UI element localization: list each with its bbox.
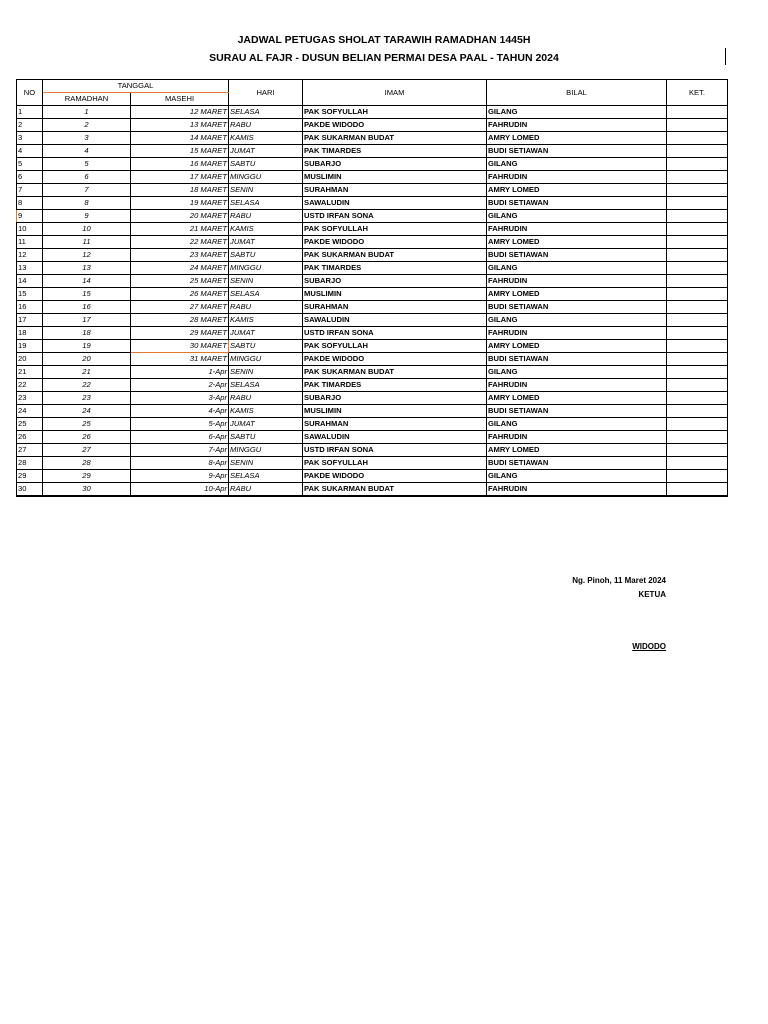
cell-bilal: AMRY LOMED: [487, 340, 667, 353]
cell-bilal: BUDI SETIAWAN: [487, 405, 667, 418]
cell-bilal: GILANG: [487, 366, 667, 379]
cell-no: 18: [17, 327, 43, 340]
cell-imam: PAK SUKARMAN BUDAT: [303, 132, 487, 145]
cell-bilal: GILANG: [487, 418, 667, 431]
cell-ket: [667, 249, 728, 262]
cell-no: 9: [17, 210, 43, 223]
cell-hari: MINGGU: [229, 262, 303, 275]
header-bilal: BILAL: [487, 80, 667, 106]
cell-masehi: 24 MARET: [131, 262, 229, 275]
cell-ramadhan: 13: [43, 262, 131, 275]
cell-masehi: 16 MARET: [131, 158, 229, 171]
table-row: [17, 301, 728, 314]
header-imam: IMAM: [303, 80, 487, 106]
cell-hari: MINGGU: [229, 353, 303, 366]
cell-ket: [667, 392, 728, 405]
cell-no: 27: [17, 444, 43, 457]
cell-hari: RABU: [229, 392, 303, 405]
cell-masehi: 9-Apr: [131, 470, 229, 483]
table-row: [17, 210, 728, 223]
cell-ramadhan: 5: [43, 158, 131, 171]
cell-hari: JUMAT: [229, 236, 303, 249]
cell-bilal: FAHRUDIN: [487, 171, 667, 184]
document-title: JADWAL PETUGAS SHOLAT TARAWIH RAMADHAN 1445H: [237, 34, 531, 46]
table-row: [17, 236, 728, 249]
cell-ramadhan: 28: [43, 457, 131, 470]
cell-no: 5: [17, 158, 43, 171]
cell-imam: PAK SUKARMAN BUDAT: [303, 249, 487, 262]
cell-hari: SENIN: [229, 275, 303, 288]
cell-bilal: FAHRUDIN: [487, 327, 667, 340]
schedule-rows: [17, 106, 728, 497]
cell-no: 12: [17, 249, 43, 262]
cell-imam: PAK SUKARMAN BUDAT: [303, 366, 487, 379]
cell-ket: [667, 262, 728, 275]
cell-no: 11: [17, 236, 43, 249]
cell-masehi: 18 MARET: [131, 184, 229, 197]
cell-imam: PAK TIMARDES: [303, 145, 487, 158]
cell-ramadhan: 16: [43, 301, 131, 314]
table-row: [17, 171, 728, 184]
table-row: [17, 314, 728, 327]
cell-masehi: 15 MARET: [131, 145, 229, 158]
cell-imam: SUBARJO: [303, 158, 487, 171]
cell-no: 4: [17, 145, 43, 158]
cell-hari: SELASA: [229, 106, 303, 119]
table-row: [17, 158, 728, 171]
cell-no: 20: [17, 353, 43, 366]
cell-imam: PAK SUKARMAN BUDAT: [303, 483, 487, 497]
cell-ket: [667, 301, 728, 314]
cell-bilal: GILANG: [487, 470, 667, 483]
cell-bilal: FAHRUDIN: [487, 379, 667, 392]
cell-masehi: 13 MARET: [131, 119, 229, 132]
cell-masehi: 7-Apr: [131, 444, 229, 457]
cell-imam: PAK TIMARDES: [303, 262, 487, 275]
cell-ramadhan: 20: [43, 353, 131, 366]
cell-bilal: BUDI SETIAWAN: [487, 301, 667, 314]
table-row: [17, 288, 728, 301]
cell-ramadhan: 24: [43, 405, 131, 418]
cell-ramadhan: 8: [43, 197, 131, 210]
cell-ramadhan: 29: [43, 470, 131, 483]
cell-hari: SENIN: [229, 366, 303, 379]
cell-bilal: GILANG: [487, 158, 667, 171]
cell-ket: [667, 340, 728, 353]
cell-masehi: 17 MARET: [131, 171, 229, 184]
table-row: [17, 392, 728, 405]
cell-no: 16: [17, 301, 43, 314]
cell-ket: [667, 275, 728, 288]
cell-bilal: BUDI SETIAWAN: [487, 197, 667, 210]
signature-name: WIDODO: [632, 642, 666, 651]
table-row: [17, 223, 728, 236]
cell-bilal: FAHRUDIN: [487, 431, 667, 444]
cell-no: 21: [17, 366, 43, 379]
cell-no: 7: [17, 184, 43, 197]
table-row: [17, 470, 728, 483]
cell-imam: PAK SOFYULLAH: [303, 106, 487, 119]
cell-ramadhan: 25: [43, 418, 131, 431]
table-row: [17, 483, 728, 497]
cell-ramadhan: 21: [43, 366, 131, 379]
cell-no: 22: [17, 379, 43, 392]
cell-ramadhan: 12: [43, 249, 131, 262]
cell-imam: PAK SOFYULLAH: [303, 340, 487, 353]
cell-ramadhan: 15: [43, 288, 131, 301]
cell-ket: [667, 223, 728, 236]
cell-masehi: 29 MARET: [131, 327, 229, 340]
cell-ket: [667, 366, 728, 379]
cell-ket: [667, 483, 728, 497]
text-cursor: [725, 48, 726, 65]
cell-ramadhan: 23: [43, 392, 131, 405]
cell-imam: PAKDE WIDODO: [303, 236, 487, 249]
cell-ramadhan: 3: [43, 132, 131, 145]
cell-ket: [667, 119, 728, 132]
cell-ket: [667, 379, 728, 392]
cell-imam: PAKDE WIDODO: [303, 119, 487, 132]
cell-masehi: 25 MARET: [131, 275, 229, 288]
table-row: [17, 366, 728, 379]
cell-no: 2: [17, 119, 43, 132]
cell-hari: SABTU: [229, 158, 303, 171]
cell-imam: SAWALUDIN: [303, 431, 487, 444]
cell-hari: MINGGU: [229, 171, 303, 184]
cell-ket: [667, 158, 728, 171]
cell-bilal: AMRY LOMED: [487, 288, 667, 301]
cell-ket: [667, 327, 728, 340]
signature-role: KETUA: [638, 590, 666, 599]
cell-ramadhan: 17: [43, 314, 131, 327]
cell-bilal: BUDI SETIAWAN: [487, 145, 667, 158]
cell-no: 26: [17, 431, 43, 444]
cell-hari: RABU: [229, 210, 303, 223]
cell-masehi: 6-Apr: [131, 431, 229, 444]
cell-bilal: GILANG: [487, 314, 667, 327]
cell-ramadhan: 7: [43, 184, 131, 197]
cell-no: 24: [17, 405, 43, 418]
cell-hari: SABTU: [229, 431, 303, 444]
table-row: [17, 418, 728, 431]
table-row: [17, 431, 728, 444]
header-ramadhan: RAMADHAN: [43, 93, 131, 106]
cell-imam: USTD IRFAN SONA: [303, 444, 487, 457]
cell-masehi: 27 MARET: [131, 301, 229, 314]
cell-hari: KAMIS: [229, 314, 303, 327]
cell-bilal: FAHRUDIN: [487, 275, 667, 288]
cell-no: 8: [17, 197, 43, 210]
cell-hari: SABTU: [229, 249, 303, 262]
cell-masehi: 31 MARET: [131, 353, 229, 366]
cell-no: 15: [17, 288, 43, 301]
table-row: [17, 457, 728, 470]
cell-ket: [667, 470, 728, 483]
cell-no: 17: [17, 314, 43, 327]
cell-bilal: AMRY LOMED: [487, 184, 667, 197]
cell-imam: PAKDE WIDODO: [303, 353, 487, 366]
cell-masehi: 1-Apr: [131, 366, 229, 379]
header-tanggal: TANGGAL: [43, 80, 229, 93]
cell-masehi: 23 MARET: [131, 249, 229, 262]
cell-imam: SURAHMAN: [303, 301, 487, 314]
cell-bilal: BUDI SETIAWAN: [487, 353, 667, 366]
cell-ramadhan: 26: [43, 431, 131, 444]
table-row: [17, 275, 728, 288]
cell-bilal: FAHRUDIN: [487, 483, 667, 497]
cell-imam: USTD IRFAN SONA: [303, 210, 487, 223]
cell-imam: MUSLIMIN: [303, 288, 487, 301]
cell-ket: [667, 210, 728, 223]
cell-ramadhan: 4: [43, 145, 131, 158]
cell-masehi: 2-Apr: [131, 379, 229, 392]
cell-imam: PAK SOFYULLAH: [303, 457, 487, 470]
cell-ket: [667, 236, 728, 249]
cell-hari: RABU: [229, 119, 303, 132]
cell-ramadhan: 14: [43, 275, 131, 288]
cell-ket: [667, 431, 728, 444]
cell-ket: [667, 288, 728, 301]
cell-no: 14: [17, 275, 43, 288]
cell-bilal: FAHRUDIN: [487, 223, 667, 236]
cell-hari: KAMIS: [229, 132, 303, 145]
table-row: [17, 184, 728, 197]
cell-ket: [667, 353, 728, 366]
cell-bilal: FAHRUDIN: [487, 119, 667, 132]
cell-hari: JUMAT: [229, 145, 303, 158]
cell-masehi: 8-Apr: [131, 457, 229, 470]
cell-bilal: AMRY LOMED: [487, 236, 667, 249]
table-row: [17, 249, 728, 262]
cell-ramadhan: 9: [43, 210, 131, 223]
table-row: [17, 262, 728, 275]
cell-ket: [667, 106, 728, 119]
cell-no: 13: [17, 262, 43, 275]
cell-ramadhan: 6: [43, 171, 131, 184]
cell-hari: KAMIS: [229, 405, 303, 418]
table-row: [17, 379, 728, 392]
cell-ramadhan: 27: [43, 444, 131, 457]
cell-bilal: BUDI SETIAWAN: [487, 249, 667, 262]
signature-place-date: Ng. Pinoh, 11 Maret 2024: [572, 576, 666, 585]
table-row: [17, 405, 728, 418]
cell-masehi: 4-Apr: [131, 405, 229, 418]
cell-hari: SABTU: [229, 340, 303, 353]
cell-masehi: 28 MARET: [131, 314, 229, 327]
cell-ket: [667, 132, 728, 145]
cell-imam: SUBARJO: [303, 275, 487, 288]
cell-bilal: AMRY LOMED: [487, 444, 667, 457]
cell-hari: JUMAT: [229, 418, 303, 431]
table-row: [17, 132, 728, 145]
cell-bilal: GILANG: [487, 210, 667, 223]
cell-ramadhan: 19: [43, 340, 131, 353]
cell-masehi: 14 MARET: [131, 132, 229, 145]
cell-masehi: 21 MARET: [131, 223, 229, 236]
table-row: [17, 353, 728, 366]
table-row: [17, 119, 728, 132]
table-row: [17, 145, 728, 158]
cell-ramadhan: 1: [43, 106, 131, 119]
cell-hari: SENIN: [229, 457, 303, 470]
cell-imam: MUSLIMIN: [303, 405, 487, 418]
cell-ramadhan: 10: [43, 223, 131, 236]
cell-ket: [667, 184, 728, 197]
cell-no: 10: [17, 223, 43, 236]
cell-masehi: 22 MARET: [131, 236, 229, 249]
cell-hari: RABU: [229, 301, 303, 314]
schedule-table: [16, 79, 728, 497]
cell-hari: RABU: [229, 483, 303, 497]
cell-bilal: GILANG: [487, 106, 667, 119]
cell-no: 3: [17, 132, 43, 145]
cell-ramadhan: 18: [43, 327, 131, 340]
cell-masehi: 12 MARET: [131, 106, 229, 119]
cell-imam: PAK SOFYULLAH: [303, 223, 487, 236]
header-hari: HARI: [229, 80, 303, 106]
cell-masehi: 10-Apr: [131, 483, 229, 497]
cell-ramadhan: 22: [43, 379, 131, 392]
table-row: [17, 197, 728, 210]
table-row: [17, 444, 728, 457]
cell-no: 29: [17, 470, 43, 483]
cell-imam: SUBARJO: [303, 392, 487, 405]
cell-hari: SELASA: [229, 288, 303, 301]
cell-ket: [667, 444, 728, 457]
cell-hari: MINGGU: [229, 444, 303, 457]
cell-bilal: GILANG: [487, 262, 667, 275]
cell-no: 6: [17, 171, 43, 184]
cell-no: 25: [17, 418, 43, 431]
cell-no: 28: [17, 457, 43, 470]
cell-hari: JUMAT: [229, 327, 303, 340]
cell-imam: SURAHMAN: [303, 184, 487, 197]
cell-bilal: BUDI SETIAWAN: [487, 457, 667, 470]
cell-bilal: AMRY LOMED: [487, 132, 667, 145]
cell-imam: PAKDE WIDODO: [303, 470, 487, 483]
cell-hari: SELASA: [229, 197, 303, 210]
table-row: [17, 327, 728, 340]
cell-ket: [667, 171, 728, 184]
cell-ramadhan: 11: [43, 236, 131, 249]
table-row: [17, 340, 728, 353]
table-row: [17, 106, 728, 119]
cell-masehi: 19 MARET: [131, 197, 229, 210]
cell-imam: SAWALUDIN: [303, 197, 487, 210]
cell-hari: SELASA: [229, 470, 303, 483]
document-subtitle: SURAU AL FAJR - DUSUN BELIAN PERMAI DESA PAAL - TAHUN 2024: [209, 52, 559, 64]
cell-ket: [667, 418, 728, 431]
cell-masehi: 3-Apr: [131, 392, 229, 405]
cell-masehi: 30 MARET: [131, 340, 229, 353]
cell-ramadhan: 30: [43, 483, 131, 497]
header-no: NO: [17, 80, 43, 106]
cell-imam: PAK TIMARDES: [303, 379, 487, 392]
cell-hari: SELASA: [229, 379, 303, 392]
cell-ket: [667, 197, 728, 210]
header-ket: KET.: [667, 80, 728, 106]
cell-ramadhan: 2: [43, 119, 131, 132]
cell-imam: SURAHMAN: [303, 418, 487, 431]
cell-ket: [667, 457, 728, 470]
cell-imam: MUSLIMIN: [303, 171, 487, 184]
cell-hari: SENIN: [229, 184, 303, 197]
cell-hari: KAMIS: [229, 223, 303, 236]
cell-ket: [667, 314, 728, 327]
cell-ket: [667, 145, 728, 158]
cell-masehi: 20 MARET: [131, 210, 229, 223]
cell-no: 19: [17, 340, 43, 353]
header-masehi: MASEHI: [131, 93, 229, 106]
cell-no: 30: [17, 483, 43, 497]
cell-masehi: 5-Apr: [131, 418, 229, 431]
cell-imam: USTD IRFAN SONA: [303, 327, 487, 340]
cell-no: 23: [17, 392, 43, 405]
cell-ket: [667, 405, 728, 418]
cell-no: 1: [17, 106, 43, 119]
cell-imam: SAWALUDIN: [303, 314, 487, 327]
cell-bilal: AMRY LOMED: [487, 392, 667, 405]
cell-masehi: 26 MARET: [131, 288, 229, 301]
